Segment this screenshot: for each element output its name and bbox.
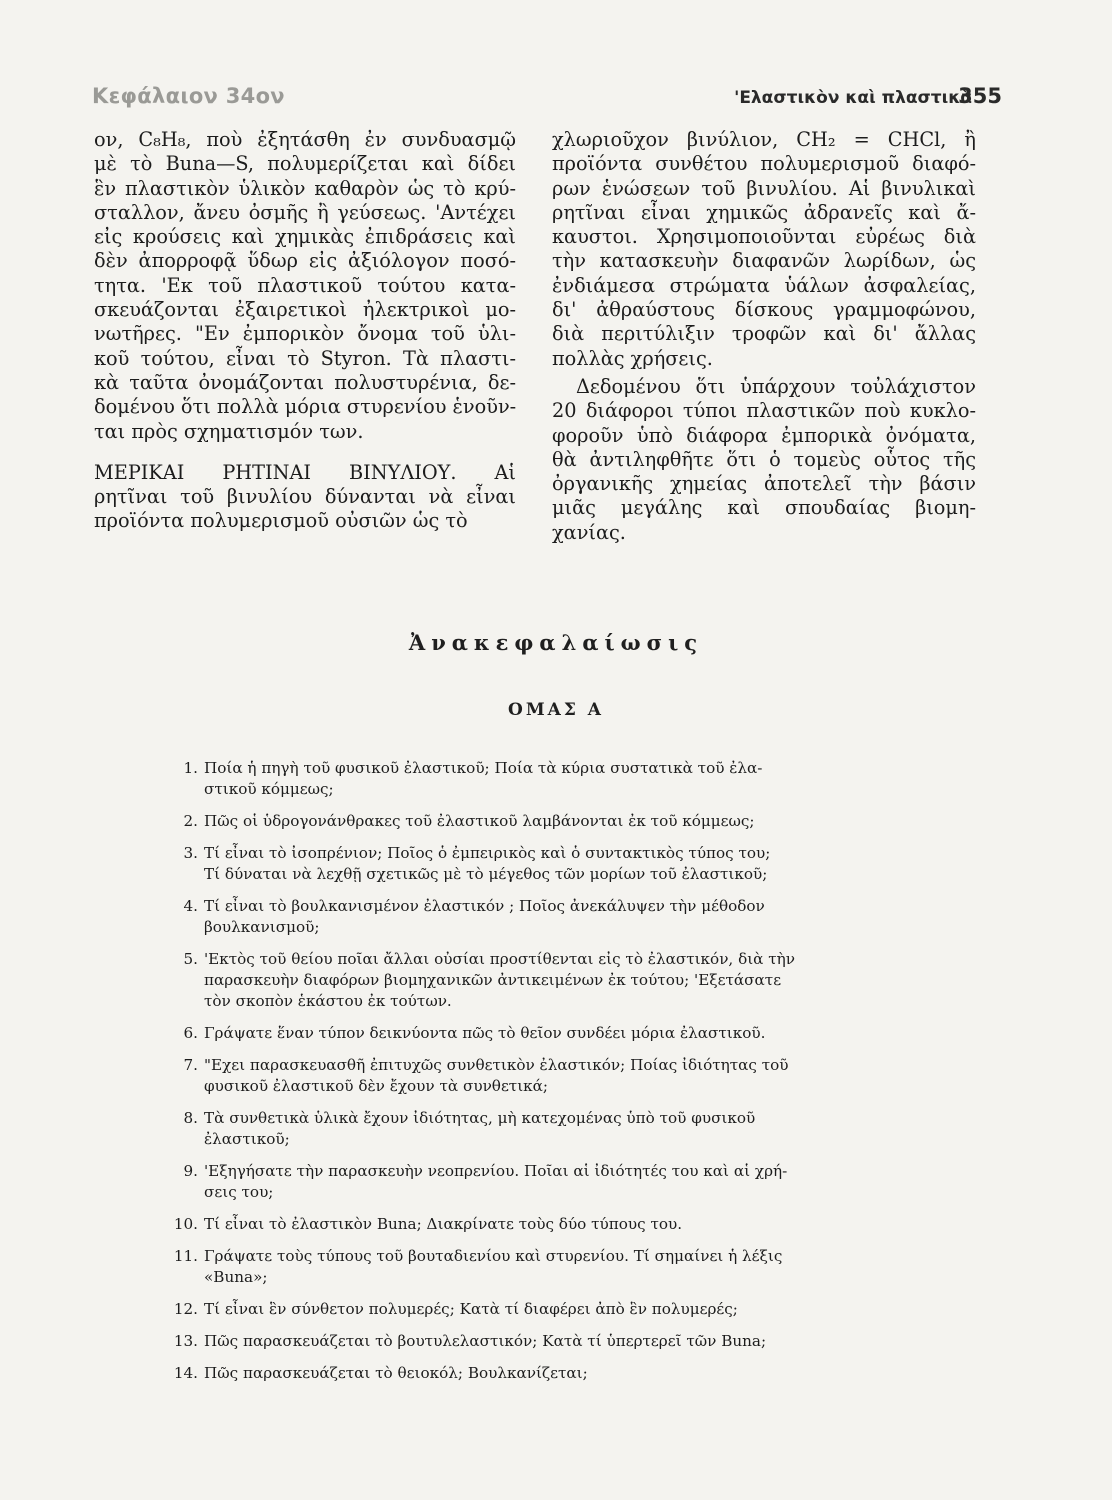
question-item (168, 1161, 894, 1203)
question-number: 9. (183, 1162, 198, 1180)
question-number: 13. (173, 1332, 198, 1350)
question-item (168, 949, 894, 1012)
text-line: καυστοι. Χρησιμοποιοῦνται εὐρέως διὰ (552, 225, 976, 249)
text-line: δὲν ἀπορροφᾷ ὕδωρ εἰς ἀξιόλογον ποσό- (94, 249, 516, 273)
left-paragraph-1 (94, 128, 516, 444)
question-item (168, 843, 894, 885)
text-line: ἐνδιάμεσα στρώματα ὑάλων ἀσφαλείας, (552, 273, 976, 297)
text-line: 20 διάφοροι τύποι πλαστικῶν ποὺ κυκλο- (552, 399, 976, 423)
question-item (168, 1246, 894, 1288)
question-number: 12. (173, 1300, 198, 1318)
summary-title: Ἀνακεφαλαίωσις (408, 630, 704, 655)
question-text-line: Τί δύναται νὰ λεχθῇ σχετικῶς μὲ τὸ μέγεθος τῶν μορίων τοῦ ἐλαστικοῦ; (204, 865, 768, 883)
text-line: ρητῖναι εἶναι χημικῶς ἀδρανεῖς καὶ ἄ- (552, 200, 976, 224)
question-text-line: Πῶς οἱ ὑδρογονάνθρακες τοῦ ἐλαστικοῦ λαμβάνονται ἐκ τοῦ κόμμεως; (204, 812, 755, 830)
text-line: Δεδομένου ὅτι ὑπάρχουν τοὐλάχιστον (576, 374, 976, 398)
text-line: προϊόντα πολυμερισμοῦ οὐσιῶν ὡς τὸ (94, 509, 468, 533)
right-column (552, 128, 976, 545)
page-number: 355 (958, 84, 1002, 108)
text-line: ὀργανικῆς χημείας ἀποτελεῖ τὴν βάσιν (552, 472, 976, 496)
chapter-heading: Κεφάλαιον 34ον (92, 84, 285, 108)
question-item (168, 758, 894, 800)
text-line: δομένου ὅτι πολλὰ μόρια στυρενίου ἑνοῦν- (94, 395, 517, 419)
text-line: σταλλον, ἄνευ ὀσμῆς ἢ γεύσεως. 'Αντέχει (94, 200, 516, 224)
question-text-line: Τὰ συνθετικὰ ὑλικὰ ἔχουν ἰδιότητας, μὴ κατεχομένας ὑπὸ τοῦ φυσικοῦ (204, 1109, 756, 1127)
question-number: 1. (183, 759, 198, 777)
text-line: ἓν πλαστικὸν ὑλικὸν καθαρὸν ὡς τὸ κρύ- (94, 176, 516, 200)
text-line: διὰ περιτύλιξιν τροφῶν καὶ δι' ἄλλας (552, 322, 976, 346)
question-item (168, 1214, 894, 1235)
question-text-line: Πῶς παρασκευάζεται τὸ βουτυλελαστικόν; Κατὰ τί ὑπερτερεῖ τῶν Buna; (204, 1332, 767, 1350)
question-item (168, 811, 894, 832)
question-text-line: "Εχει παρασκευασθῆ ἐπιτυχῶς συνθετικὸν ἐλαστικόν; Ποίας ἰδιότητας τοῦ (204, 1056, 789, 1074)
text-line: νωτῆρες. "Εν ἐμπορικὸν ὄνομα τοῦ ὑλι- (94, 322, 516, 346)
question-number: 4. (183, 897, 198, 915)
text-line: τὴν κατασκευὴν διαφανῶν λωρίδων, ὡς (552, 249, 976, 273)
question-number: 6. (183, 1024, 198, 1042)
right-paragraph-1 (552, 128, 976, 371)
question-item (168, 1108, 894, 1150)
text-line: χλωριοῦχον βινύλιον, CH₂ = CHCl, ἢ (552, 128, 976, 151)
question-item (168, 1331, 894, 1352)
question-text-line: φυσικοῦ ἐλαστικοῦ δὲν ἔχουν τὰ συνθετικά; (204, 1077, 549, 1095)
question-text-line: στικοῦ κόμμεως; (204, 780, 334, 798)
text-line: προϊόντα συνθέτου πολυμερισμοῦ διαφό- (552, 152, 976, 176)
question-number: 3. (183, 844, 198, 862)
question-number: 10. (173, 1215, 198, 1233)
question-text-line: Τί εἶναι τὸ ἐλαστικὸν Buna; Διακρίνατε τοὺς δύο τύπους του. (204, 1215, 683, 1233)
question-text-line: Τί εἶναι ἓν σύνθετον πολυμερές; Κατὰ τί διαφέρει ἀπὸ ἓν πολυμερές; (204, 1300, 738, 1318)
text-line: κὰ ταῦτα ὀνομάζονται πολυστυρένια, δε- (94, 370, 516, 394)
section-heading: 'Ελαστικὸν καὶ πλαστικὰ (734, 88, 972, 108)
text-line: εἰς κρούσεις καὶ χημικὰς ἐπιδράσεις καὶ (94, 225, 516, 249)
question-number: 11. (173, 1247, 198, 1265)
question-text-line: σεις του; (204, 1183, 274, 1201)
question-number: 2. (183, 812, 198, 830)
text-line: δι' ἀθραύστους δίσκους γραμμοφώνου, (552, 298, 976, 322)
question-item (168, 1055, 894, 1097)
question-text-line: Γράψατε ἕναν τύπον δεικνύοντα πῶς τὸ θεῖον συνδέει μόρια ἐλαστικοῦ. (204, 1024, 766, 1042)
text-line: μιᾶς μεγάλης καὶ σπουδαίας βιομη- (552, 496, 976, 520)
text-line: ται πρὸς σχηματισμόν των. (94, 419, 364, 443)
question-list (168, 758, 894, 1384)
question-text-line: «Buna»; (204, 1268, 268, 1286)
question-item (168, 896, 894, 938)
question-text-line: 'Εξηγήσατε τὴν παρασκευὴν νεοπρενίου. Ποῖαι αἱ ἰδιότητές του καὶ αἱ χρή- (204, 1162, 788, 1180)
question-number: 8. (183, 1109, 198, 1127)
text-line: φοροῦν ὑπὸ διάφορα ἐμπορικὰ ὀνόματα, (552, 423, 976, 447)
text-line: μὲ τὸ Buna—S, πολυμερίζεται καὶ δίδει (94, 152, 516, 176)
text-line: κοῦ τούτου, εἶναι τὸ Styron. Τὰ πλαστι- (94, 346, 516, 370)
question-number: 7. (183, 1056, 198, 1074)
right-paragraph-2 (552, 375, 976, 545)
text-line: ρων ἑνώσεων τοῦ βινυλίου. Αἱ βινυλικαὶ (552, 176, 976, 200)
question-text-line: ἐλαστικοῦ; (204, 1130, 290, 1148)
question-item (168, 1363, 894, 1384)
question-text-line: τὸν σκοπὸν ἑκάστου ἐκ τούτων. (204, 992, 452, 1010)
text-line: χανίας. (552, 520, 626, 544)
text-line: θὰ ἀντιληφθῆτε ὅτι ὁ τομεὺς οὗτος τῆς (552, 447, 976, 471)
text-line: σκευάζονται ἐξαιρετικοὶ ἠλεκτρικοὶ μο- (94, 298, 516, 322)
question-text-line: παρασκευὴν διαφόρων βιομηχανικῶν ἀντικειμένων ἐκ τούτου; 'Εξετάσατε (204, 971, 782, 989)
question-item (168, 1299, 894, 1320)
question-text-line: Πῶς παρασκευάζεται τὸ θειοκόλ; Βουλκανίζεται; (204, 1364, 588, 1382)
question-text-line: Ποία ἡ πηγὴ τοῦ φυσικοῦ ἐλαστικοῦ; Ποία τὰ κύρια συστατικὰ τοῦ ἐλα- (204, 759, 763, 777)
text-line: πολλὰς χρήσεις. (552, 346, 713, 370)
group-title: ΟΜΑΣ Α (508, 700, 604, 720)
question-text-line: βουλκανισμοῦ; (204, 918, 320, 936)
question-text-line: Τί εἶναι τὸ βουλκανισμένον ἐλαστικόν ; Ποῖος ἀνεκάλυψεν τὴν μέθοδον (204, 897, 765, 915)
left-paragraph-2 (94, 461, 516, 534)
question-text-line: Τί εἶναι τὸ ἰσοπρένιον; Ποῖος ὁ ἐμπειρικὸς καὶ ὁ συντακτικὸς τύπος του; (204, 844, 771, 862)
left-column (94, 128, 516, 534)
question-item (168, 1023, 894, 1044)
question-number: 14. (173, 1364, 198, 1382)
question-text-line: Γράψατε τοὺς τύπους τοῦ βουταδιενίου καὶ στυρενίου. Τί σημαίνει ἡ λέξις (204, 1247, 783, 1265)
question-number: 5. (183, 950, 198, 968)
text-line: ον, C₈H₈, ποὺ ἐξητάσθη ἐν συνδυασμῷ (94, 128, 516, 151)
question-text-line: 'Εκτὸς τοῦ θείου ποῖαι ἄλλαι οὐσίαι προστίθενται εἰς τὸ ἐλαστικόν, διὰ τὴν (204, 950, 795, 968)
text-line: τητα. 'Εκ τοῦ πλαστικοῦ τούτου κατα- (94, 273, 516, 297)
text-line: ρητῖναι τοῦ βινυλίου δύνανται νὰ εἶναι (94, 485, 516, 509)
text-line: ΜΕΡΙΚΑΙ ΡΗΤΙΝΑΙ ΒΙΝΥΛΙΟΥ. Αἱ (94, 460, 516, 484)
